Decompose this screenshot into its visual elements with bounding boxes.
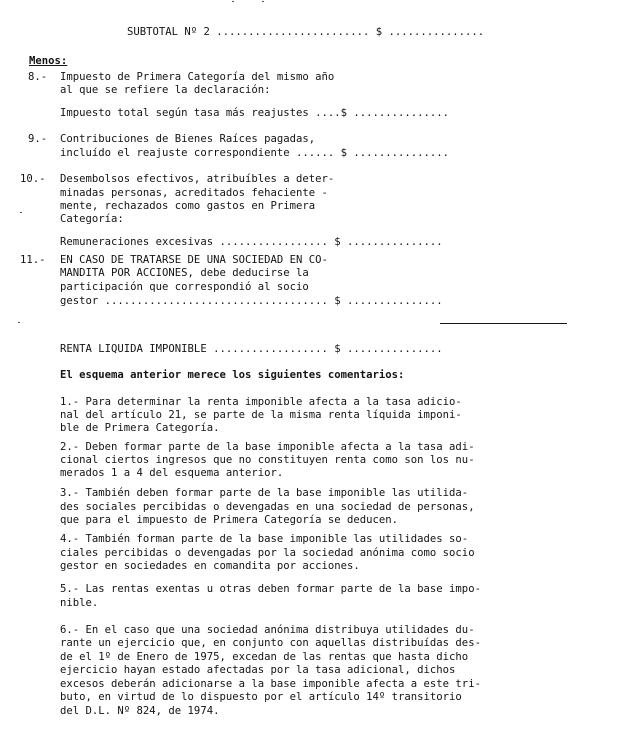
comment-6-line-5: excesos deberán adicionarse a la base imponible afecta a este tri- — [60, 678, 481, 690]
comment-4-line-2: ciales percibidas o devengadas por la sociedad anónima como socio — [60, 547, 475, 559]
item-10-line-2: minadas personas, acreditados fehaciente - — [60, 187, 328, 199]
scan-speck — [20, 212, 22, 213]
comment-4-line-1: 4.- También forman parte de la base imponible las utilidades so- — [60, 533, 469, 545]
comment-6-line-7: del D.L. Nº 824, de 1974. — [60, 705, 220, 717]
item-11-line-1: EN CASO DE TRATARSE DE UNA SOCIEDAD EN CO- — [60, 254, 328, 266]
scan-speck — [232, 1, 234, 2]
comment-2-line-3: merados 1 a 4 del esquema anterior. — [60, 467, 284, 479]
comments-intro: El esquema anterior merece los siguientes comentarios: — [60, 369, 405, 381]
comment-1-line-1: 1.- Para determinar la renta imponible afecta a la tasa adicio- — [60, 396, 462, 408]
comment-6-line-3: de el 1º de Enero de 1975, excedan de las rentas que hasta dicho — [60, 651, 469, 663]
comment-6-line-2: rante un ejercicio que, en conjunto con aquellas distribuídas des- — [60, 637, 481, 649]
comment-3-line-2: des sociales percibidas o devengadas en una sociedad de personas, — [60, 501, 475, 513]
item-8-line-1: Impuesto de Primera Categoría del mismo año — [60, 71, 335, 83]
comment-2-line-2: cional ciertos ingresos que no constituyen renta como son los nu- — [60, 454, 475, 466]
item-9-line-2: incluído el reajuste correspondiente ...... $ ............... — [60, 147, 450, 159]
comment-3-line-1: 3.- También deben formar parte de la base imponible las utilida- — [60, 487, 469, 499]
item-10-line-5: Remuneraciones excesivas ................. $ ............... — [60, 236, 443, 248]
item-9-number: 9.- — [28, 133, 48, 145]
item-10-number: 10.- — [20, 173, 46, 185]
renta-liquida-line: RENTA LIQUIDA IMPONIBLE .................. $ ............... — [60, 343, 443, 355]
total-rule — [440, 323, 567, 324]
item-10-line-3: mente, rechazados como gastos en Primera — [60, 200, 316, 212]
comment-5-line-2: nible. — [60, 597, 99, 609]
item-11-line-4: gestor ................................... $ ............... — [60, 295, 443, 307]
comment-4-line-3: gestor en sociedades en comandita por acciones. — [60, 560, 360, 572]
comment-6-line-6: buto, en virtud de lo dispuesto por el artículo 14º transitorio — [60, 691, 462, 703]
comment-6-line-1: 6.- En el caso que una sociedad anónima distribuya utilidades du- — [60, 624, 475, 636]
item-8-line-3: Impuesto total según tasa más reajustes ....$ ............... — [60, 107, 450, 119]
comment-1-line-3: ble de Primera Categoría. — [60, 422, 220, 434]
subtotal-line: SUBTOTAL Nº 2 ........................ $ ............... — [127, 26, 485, 38]
comment-6-line-4: ejercicio hayan estado afectadas por la tasa adicional, dichos — [60, 664, 456, 676]
item-11-line-2: MANDITA POR ACCIONES, debe deducirse la — [60, 267, 309, 279]
scan-speck — [18, 322, 20, 323]
item-9-line-1: Contribuciones de Bienes Raíces pagadas, — [60, 133, 316, 145]
scan-speck — [262, 1, 264, 2]
item-11-line-3: participación que correspondió al socio — [60, 281, 309, 293]
comment-3-line-3: que para el impuesto de Primera Categoría se deducen. — [60, 514, 399, 526]
item-10-line-1: Desembolsos efectivos, atribuíbles a deter- — [60, 173, 335, 185]
item-8-line-2: al que se refiere la declaración: — [60, 84, 271, 96]
item-8-number: 8.- — [28, 71, 48, 83]
item-11-number: 11.- — [20, 254, 46, 266]
item-10-line-4: Categoría: — [60, 213, 124, 225]
menos-heading: Menos: — [29, 55, 68, 67]
comment-1-line-2: nal del artículo 21, se parte de la misma renta líquida imponi- — [60, 409, 462, 421]
comment-2-line-1: 2.- Deben formar parte de la base imponible afecta a la tasa adi- — [60, 441, 475, 453]
comment-5-line-1: 5.- Las rentas exentas u otras deben formar parte de la base impo- — [60, 583, 481, 595]
